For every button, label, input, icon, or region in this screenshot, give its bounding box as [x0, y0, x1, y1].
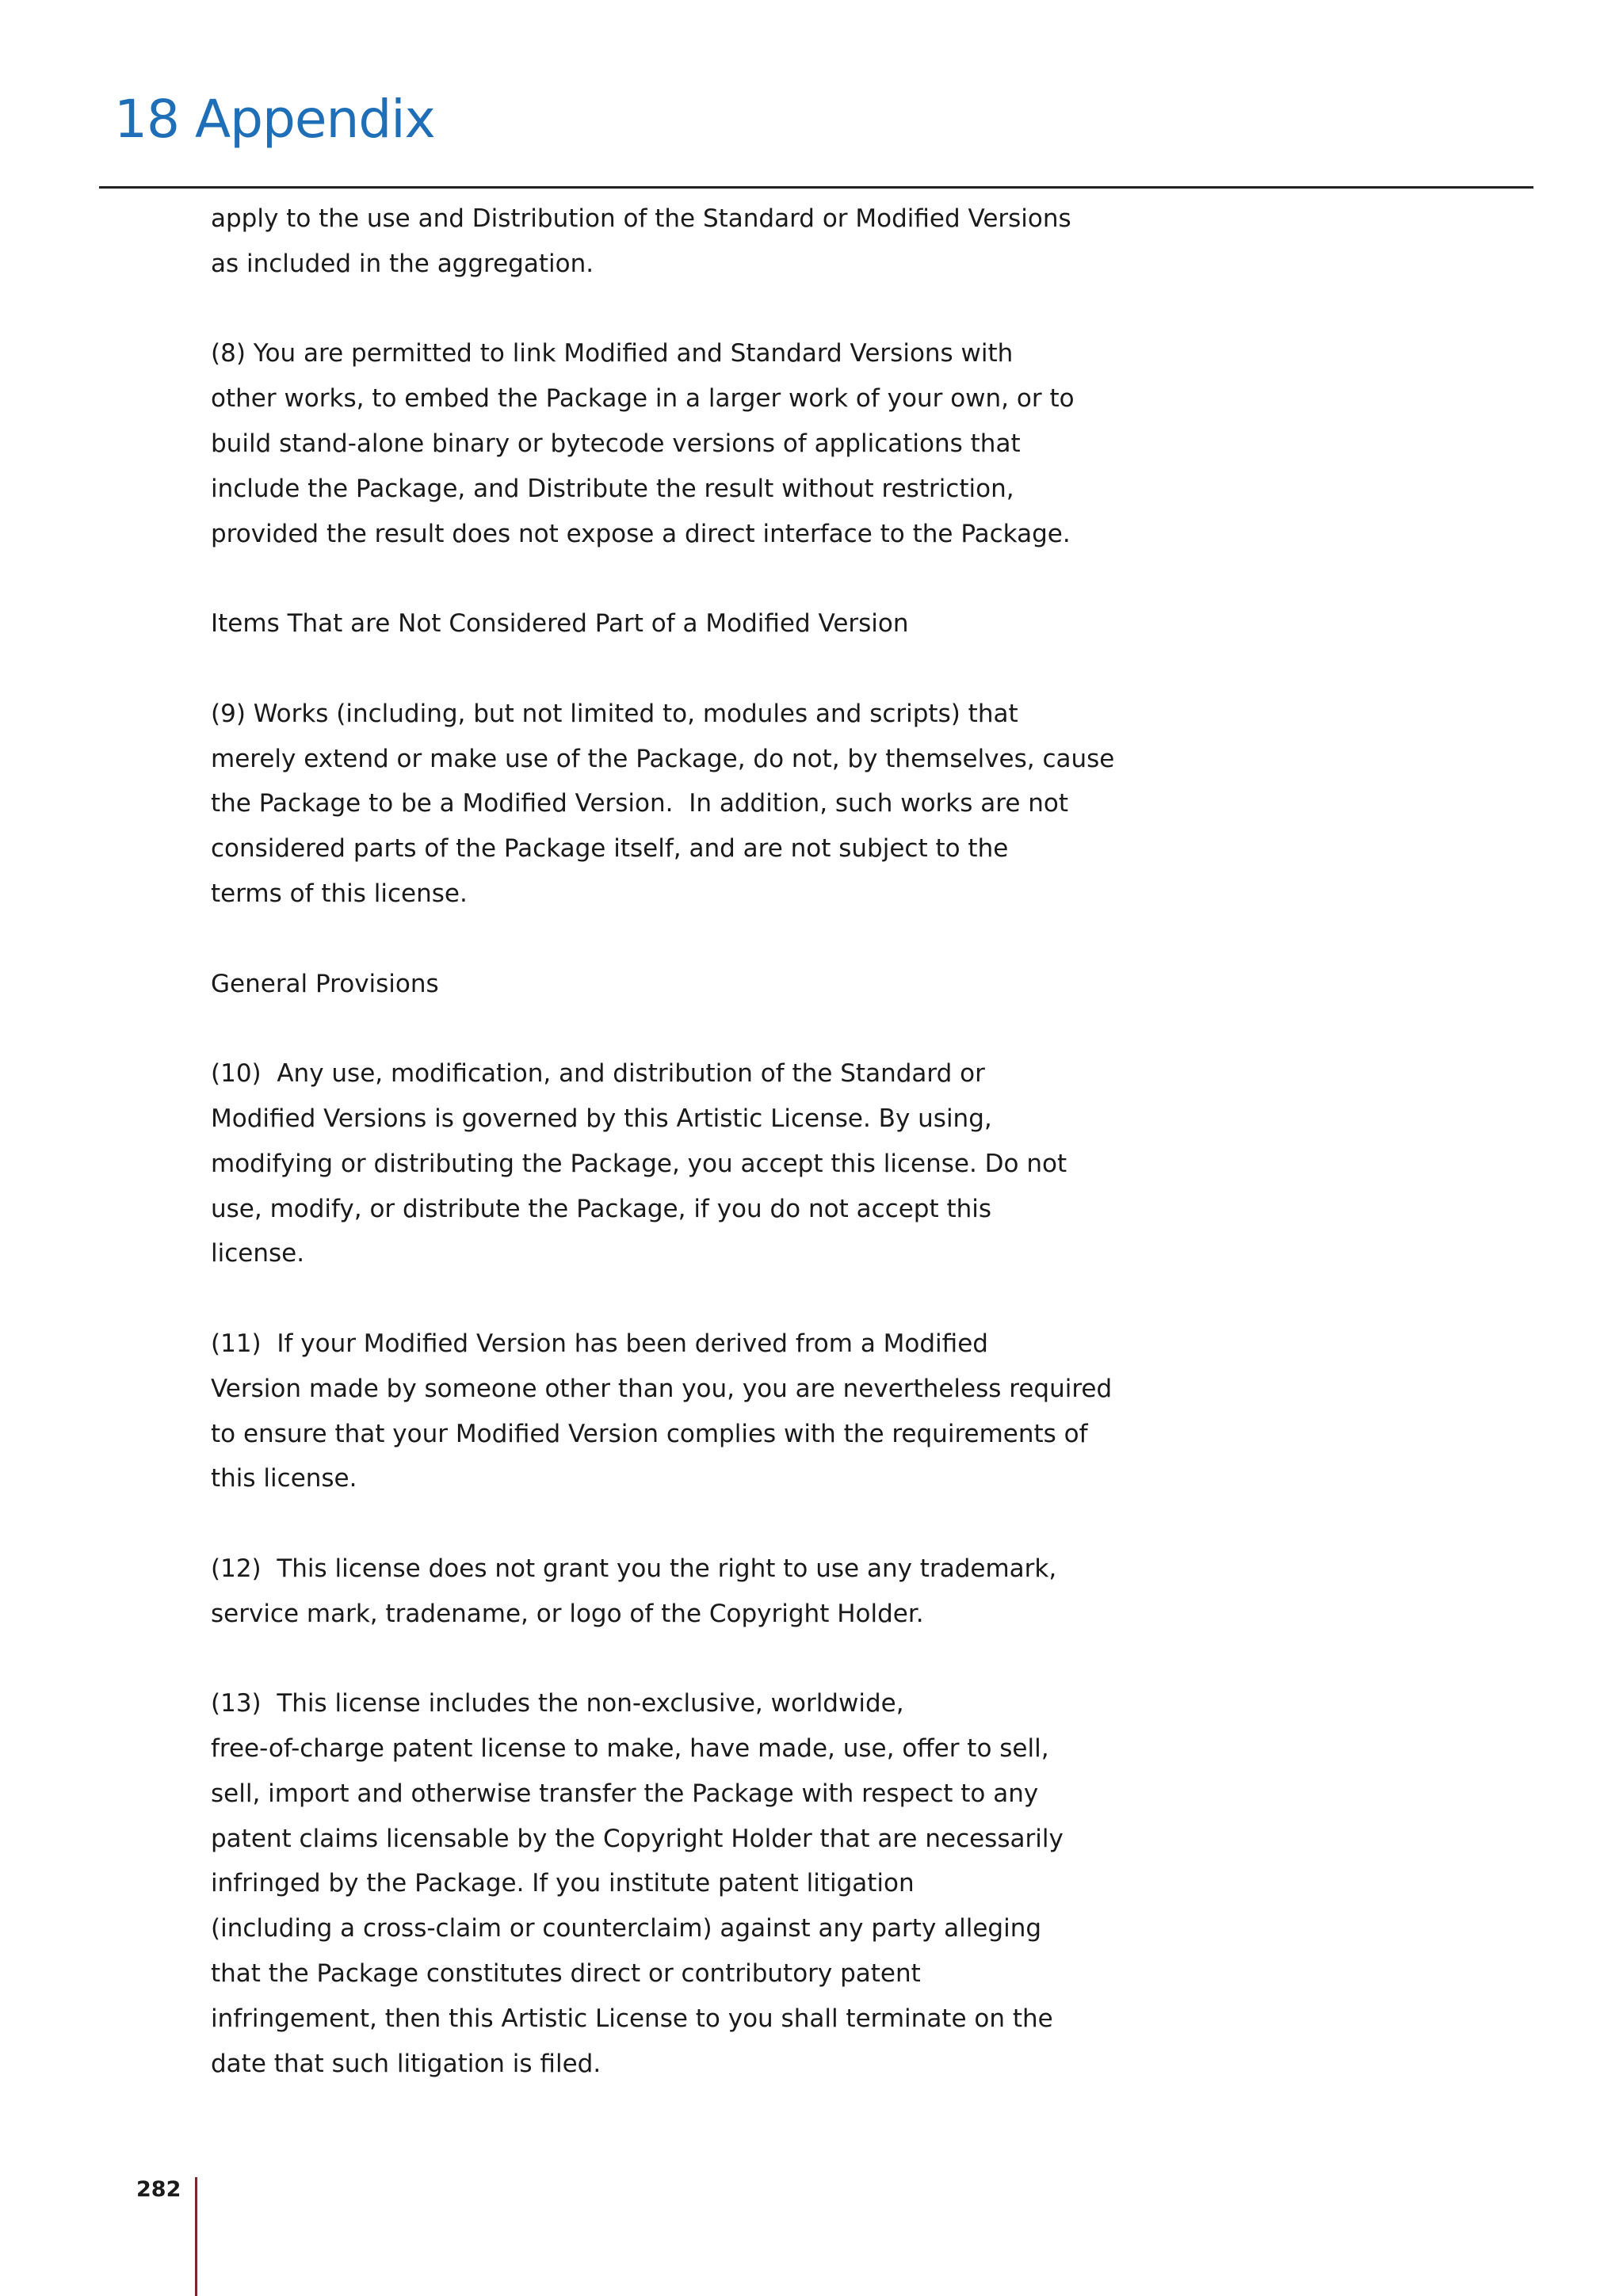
blank-line — [211, 1276, 1146, 1322]
blank-line — [211, 287, 1146, 332]
text-line: other works, to embed the Package in a larger work of your own, or to — [211, 384, 1075, 414]
blank-line — [211, 646, 1146, 692]
text-line: that the Package constitutes direct or contributory patent — [211, 1959, 921, 1989]
footer-divider — [195, 2177, 197, 2296]
text-line: use, modify, or distribute the Package, if you do not accept this — [211, 1194, 992, 1223]
license-text-body — [211, 196, 1146, 2086]
text-line: license. — [211, 1239, 305, 1268]
text-line: the Package to be a Modified Version. In addition, such works are not — [211, 789, 1069, 818]
section-heading: Items That are Not Considered Part of a Modified Version — [211, 609, 909, 639]
text-line: patent claims licensable by the Copyright Holder that are necessarily — [211, 1824, 1064, 1853]
blank-line — [211, 1501, 1146, 1547]
text-line: (11) If your Modified Version has been derived from a Modified — [211, 1329, 988, 1358]
text-line: as included in the aggregation. — [211, 249, 594, 278]
section-heading: General Provisions — [211, 969, 439, 998]
text-line: include the Package, and Distribute the result without restriction, — [211, 474, 1014, 503]
text-line: free-of-charge patent license to make, have made, use, offer to sell, — [211, 1734, 1049, 1764]
text-line: (8) You are permitted to link Modified and Standard Versions with — [211, 339, 1014, 368]
text-line: apply to the use and Distribution of the Standard or Modified Versions — [211, 204, 1071, 233]
text-line: (12) This license does not grant you the right to use any trademark, — [211, 1554, 1057, 1583]
blank-line — [211, 917, 1146, 962]
blank-line — [211, 1006, 1146, 1051]
chapter-title: 18 Appendix — [114, 89, 435, 150]
text-line: (9) Works (including, but not limited to, modules and scripts) that — [211, 699, 1018, 728]
text-line: modifying or distributing the Package, you accept this license. Do not — [211, 1149, 1067, 1178]
text-line: service mark, tradename, or logo of the Copyright Holder. — [211, 1599, 924, 1628]
text-line: considered parts of the Package itself, and are not subject to the — [211, 834, 1009, 864]
text-line: infringement, then this Artistic License to you shall terminate on the — [211, 2004, 1053, 2033]
text-line: provided the result does not expose a direct interface to the Package. — [211, 519, 1071, 548]
text-line: build stand-alone binary or bytecode versions of applications that — [211, 429, 1021, 458]
text-line: merely extend or make use of the Package, do not, by themselves, cause — [211, 744, 1115, 773]
text-line: infringed by the Package. If you institute patent litigation — [211, 1869, 915, 1898]
text-line: Modified Versions is governed by this Artistic License. By using, — [211, 1104, 992, 1133]
text-line: sell, import and otherwise transfer the Package with respect to any — [211, 1779, 1039, 1808]
text-line: Version made by someone other than you, you are nevertheless required — [211, 1374, 1113, 1403]
page-number: 282 — [136, 2177, 181, 2202]
text-line: this license. — [211, 1464, 357, 1493]
text-line: (10) Any use, modification, and distribution of the Standard or — [211, 1059, 985, 1089]
header-divider — [99, 186, 1533, 189]
blank-line — [211, 556, 1146, 601]
text-line: to ensure that your Modified Version complies with the requirements of — [211, 1419, 1088, 1448]
text-line: (including a cross-claim or counterclaim) against any party alleging — [211, 1914, 1042, 1943]
text-line: (13) This license includes the non-exclusive, worldwide, — [211, 1689, 904, 1718]
text-line: terms of this license. — [211, 879, 468, 908]
text-line: date that such litigation is filed. — [211, 2049, 601, 2078]
blank-line — [211, 1637, 1146, 1682]
